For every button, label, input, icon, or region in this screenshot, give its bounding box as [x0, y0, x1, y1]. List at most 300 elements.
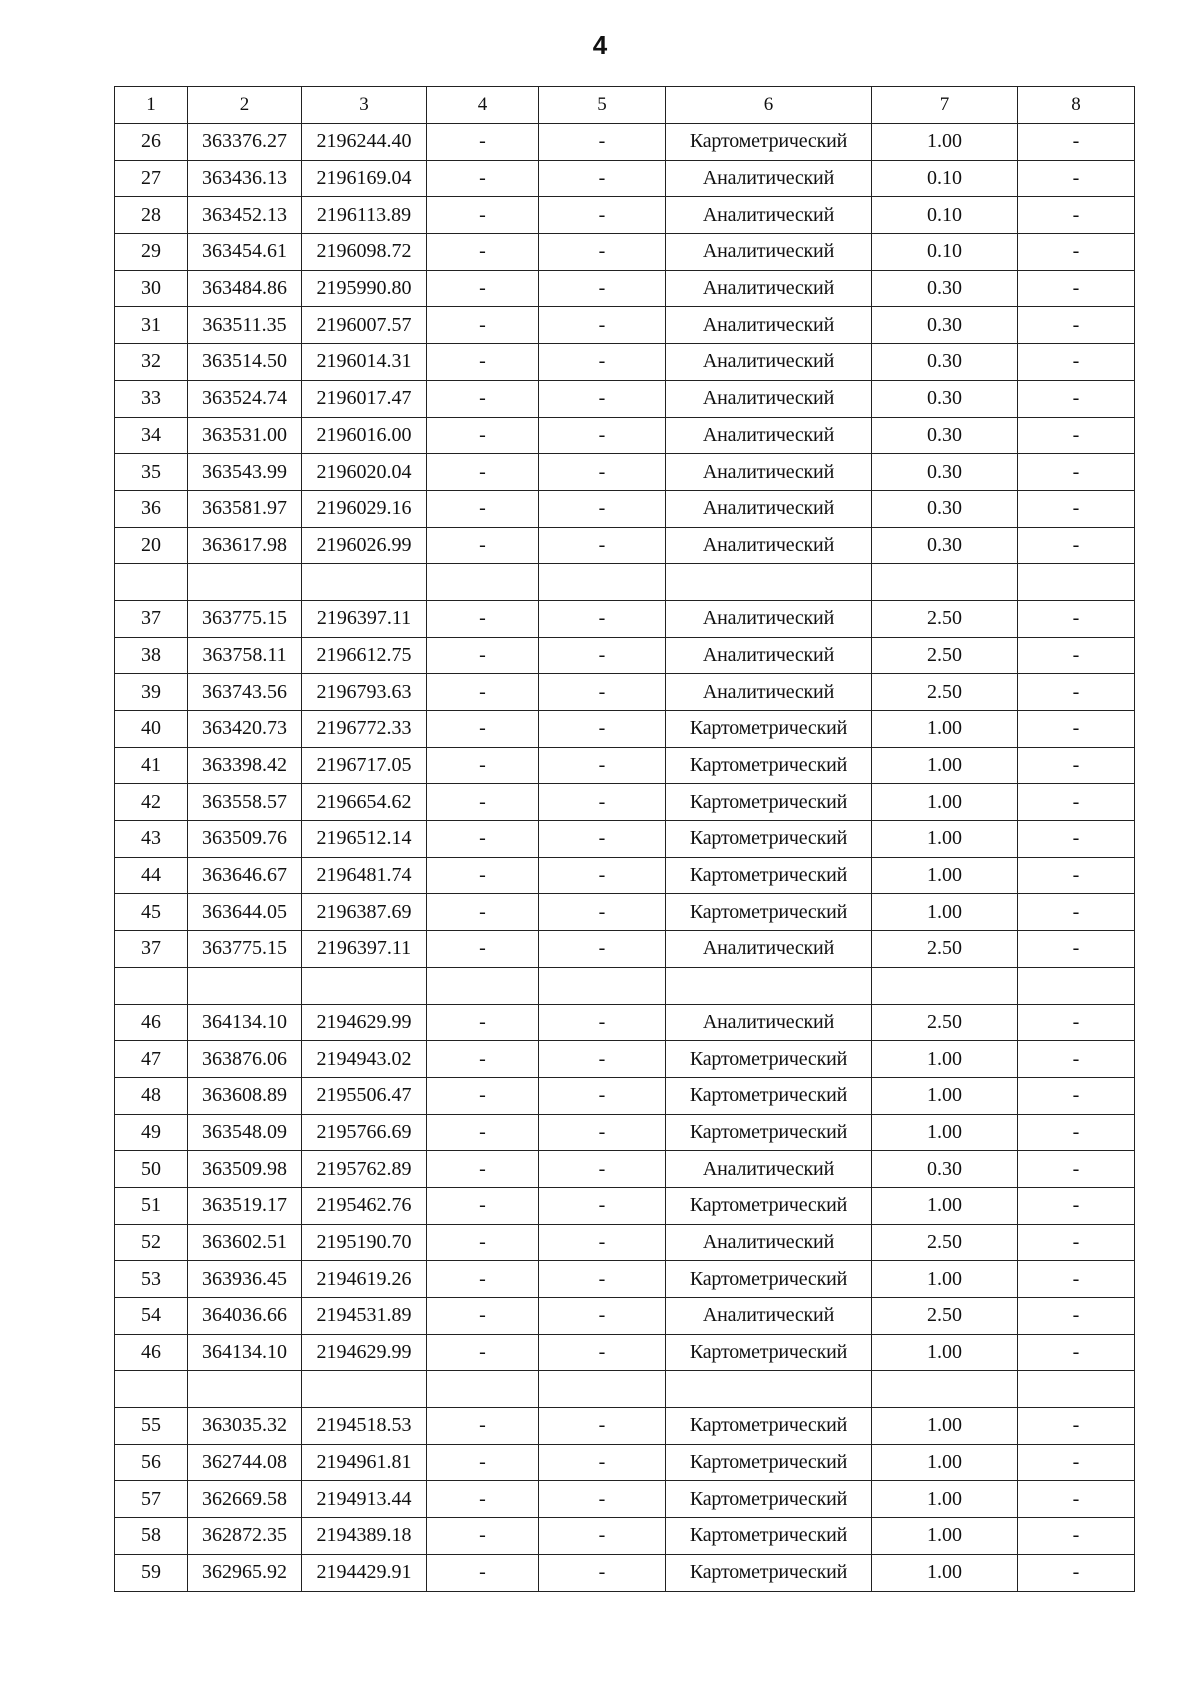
table-cell-col-2: 363608.89 [188, 1077, 302, 1114]
table-cell-col-7: 1.00 [872, 747, 1018, 784]
table-cell-col-3: 2194389.18 [302, 1518, 427, 1555]
table-cell-col-1: 36 [115, 490, 188, 527]
coordinates-table [114, 86, 1135, 1592]
table-cell-col-6: Аналитический [666, 1224, 872, 1261]
table-cell-col-6: Картометрический [666, 1261, 872, 1298]
table-cell-col-6 [666, 1371, 872, 1408]
table-row [115, 380, 1135, 417]
table-cell-col-3 [302, 564, 427, 601]
table-cell-col-8: - [1018, 821, 1135, 858]
table-cell-col-5: - [539, 600, 666, 637]
table-cell-col-8: - [1018, 417, 1135, 454]
table-cell-col-3: 2196397.11 [302, 931, 427, 968]
table-row [115, 270, 1135, 307]
table-row [115, 784, 1135, 821]
table-cell-col-1: 58 [115, 1518, 188, 1555]
table-cell-col-1: 48 [115, 1077, 188, 1114]
table-cell-col-7: 0.30 [872, 417, 1018, 454]
table-cell-col-6: Картометрический [666, 1408, 872, 1445]
table-cell-col-5: - [539, 674, 666, 711]
table-cell-col-8: - [1018, 1004, 1135, 1041]
table-cell-col-7: 0.30 [872, 1151, 1018, 1188]
table-cell-col-1: 47 [115, 1041, 188, 1078]
table-cell-col-2: 363509.98 [188, 1151, 302, 1188]
table-row [115, 711, 1135, 748]
table-row [115, 490, 1135, 527]
table-cell-col-7: 1.00 [872, 1554, 1018, 1591]
table-cell-col-1: 46 [115, 1004, 188, 1041]
table-cell-col-7: 0.30 [872, 270, 1018, 307]
table-cell-col-7: 1.00 [872, 1041, 1018, 1078]
table-cell-col-3: 2194629.99 [302, 1334, 427, 1371]
table-cell-col-8: - [1018, 931, 1135, 968]
table-cell-col-3 [302, 967, 427, 1004]
table-cell-col-2: 363775.15 [188, 600, 302, 637]
column-header-6: 6 [666, 87, 872, 124]
table-cell-col-2: 363514.50 [188, 344, 302, 381]
table-cell-col-3: 2196016.00 [302, 417, 427, 454]
table-cell-col-4: - [427, 1444, 539, 1481]
table-cell-col-7: 1.00 [872, 1187, 1018, 1224]
table-row [115, 124, 1135, 161]
table-cell-col-6: Аналитический [666, 380, 872, 417]
table-cell-col-3: 2194531.89 [302, 1298, 427, 1335]
table-cell-col-8: - [1018, 380, 1135, 417]
table-cell-col-5: - [539, 1481, 666, 1518]
table-cell-col-7: 1.00 [872, 1481, 1018, 1518]
table-cell-col-5: - [539, 1151, 666, 1188]
table-cell-col-6: Картометрический [666, 821, 872, 858]
table-cell-col-4: - [427, 674, 539, 711]
table-cell-col-7: 1.00 [872, 711, 1018, 748]
table-cell-col-2: 363398.42 [188, 747, 302, 784]
table-cell-col-7: 1.00 [872, 1114, 1018, 1151]
table-cell-col-3: 2195462.76 [302, 1187, 427, 1224]
table-cell-col-1: 55 [115, 1408, 188, 1445]
table-cell-col-6 [666, 967, 872, 1004]
table-cell-col-5: - [539, 1408, 666, 1445]
table-cell-col-5: - [539, 124, 666, 161]
table-cell-col-7: 1.00 [872, 821, 1018, 858]
table-cell-col-1: 50 [115, 1151, 188, 1188]
table-cell-col-5: - [539, 821, 666, 858]
table-cell-col-7: 0.10 [872, 197, 1018, 234]
table-cell-col-4: - [427, 931, 539, 968]
table-cell-col-8: - [1018, 1518, 1135, 1555]
table-cell-col-6 [666, 564, 872, 601]
table-cell-col-4: - [427, 821, 539, 858]
table-cell-col-1: 46 [115, 1334, 188, 1371]
table-cell-col-4: - [427, 1114, 539, 1151]
table-cell-col-2: 363644.05 [188, 894, 302, 931]
table-row [115, 931, 1135, 968]
table-cell-col-7: 1.00 [872, 1261, 1018, 1298]
table-row [115, 894, 1135, 931]
table-cell-col-8: - [1018, 270, 1135, 307]
table-cell-col-6: Аналитический [666, 307, 872, 344]
table-cell-col-4: - [427, 380, 539, 417]
table-cell-col-1: 42 [115, 784, 188, 821]
table-cell-col-8: - [1018, 197, 1135, 234]
table-cell-col-5 [539, 564, 666, 601]
table-cell-col-2: 363509.76 [188, 821, 302, 858]
table-cell-col-5: - [539, 931, 666, 968]
table-cell-col-3: 2196397.11 [302, 600, 427, 637]
table-cell-col-2: 363758.11 [188, 637, 302, 674]
table-cell-col-8: - [1018, 1114, 1135, 1151]
table-cell-col-1: 39 [115, 674, 188, 711]
table-cell-col-1 [115, 967, 188, 1004]
table-cell-col-7 [872, 967, 1018, 1004]
table-cell-col-6: Аналитический [666, 417, 872, 454]
table-cell-col-8: - [1018, 894, 1135, 931]
table-cell-col-8 [1018, 967, 1135, 1004]
table-cell-col-1: 31 [115, 307, 188, 344]
table-cell-col-6: Аналитический [666, 1151, 872, 1188]
table-cell-col-4: - [427, 1151, 539, 1188]
table-cell-col-5: - [539, 1518, 666, 1555]
table-cell-col-4: - [427, 527, 539, 564]
table-cell-col-5: - [539, 711, 666, 748]
table-cell-col-6: Аналитический [666, 1004, 872, 1041]
table-cell-col-2: 363420.73 [188, 711, 302, 748]
table-cell-col-3: 2196026.99 [302, 527, 427, 564]
table-row [115, 600, 1135, 637]
table-cell-col-3: 2196717.05 [302, 747, 427, 784]
table-row [115, 1077, 1135, 1114]
table-cell-col-7: 1.00 [872, 894, 1018, 931]
table-cell-col-2: 363775.15 [188, 931, 302, 968]
table-cell-col-7: 2.50 [872, 931, 1018, 968]
column-header-7: 7 [872, 87, 1018, 124]
table-cell-col-7: 1.00 [872, 1444, 1018, 1481]
table-cell-col-3: 2196020.04 [302, 454, 427, 491]
table-cell-col-1 [115, 1371, 188, 1408]
table-cell-col-1: 37 [115, 600, 188, 637]
table-cell-col-6: Картометрический [666, 124, 872, 161]
table-cell-col-8: - [1018, 1151, 1135, 1188]
table-cell-col-1: 52 [115, 1224, 188, 1261]
table-cell-col-4: - [427, 637, 539, 674]
table-cell-col-5 [539, 967, 666, 1004]
table-cell-col-3: 2194619.26 [302, 1261, 427, 1298]
table-cell-col-4: - [427, 1298, 539, 1335]
table-cell-col-3: 2196654.62 [302, 784, 427, 821]
table-cell-col-8: - [1018, 1481, 1135, 1518]
table-cell-col-6: Аналитический [666, 490, 872, 527]
table-cell-col-7: 0.30 [872, 454, 1018, 491]
table-cell-col-1: 34 [115, 417, 188, 454]
table-row [115, 1444, 1135, 1481]
table-cell-col-5: - [539, 1298, 666, 1335]
table-cell-col-1: 45 [115, 894, 188, 931]
table-row [115, 344, 1135, 381]
table-cell-col-2: 363558.57 [188, 784, 302, 821]
table-cell-col-4: - [427, 1041, 539, 1078]
table-cell-col-8: - [1018, 674, 1135, 711]
table-cell-col-1: 53 [115, 1261, 188, 1298]
table-cell-col-7: 1.00 [872, 1334, 1018, 1371]
column-header-8: 8 [1018, 87, 1135, 124]
table-cell-col-4: - [427, 711, 539, 748]
table-cell-col-6: Аналитический [666, 931, 872, 968]
table-cell-col-4: - [427, 270, 539, 307]
table-cell-col-8: - [1018, 160, 1135, 197]
table-cell-col-3: 2195762.89 [302, 1151, 427, 1188]
table-cell-col-1: 38 [115, 637, 188, 674]
table-cell-col-4: - [427, 234, 539, 271]
table-cell-col-6: Картометрический [666, 1077, 872, 1114]
table-cell-col-1: 57 [115, 1481, 188, 1518]
table-cell-col-3: 2195990.80 [302, 270, 427, 307]
table-cell-col-8: - [1018, 344, 1135, 381]
table-cell-col-8: - [1018, 1187, 1135, 1224]
table-row [115, 454, 1135, 491]
table-cell-col-4: - [427, 1187, 539, 1224]
table-cell-col-8 [1018, 564, 1135, 601]
table-cell-col-2: 363035.32 [188, 1408, 302, 1445]
table-cell-col-1: 20 [115, 527, 188, 564]
table-cell-col-4: - [427, 124, 539, 161]
table-cell-col-4: - [427, 1261, 539, 1298]
table-cell-col-5: - [539, 894, 666, 931]
table-cell-col-5: - [539, 1554, 666, 1591]
table-cell-col-5: - [539, 1114, 666, 1151]
table-cell-col-4: - [427, 1408, 539, 1445]
table-cell-col-5: - [539, 1004, 666, 1041]
table-cell-col-3: 2196481.74 [302, 857, 427, 894]
table-cell-col-6: Аналитический [666, 600, 872, 637]
table-cell-col-1 [115, 564, 188, 601]
table-cell-col-7: 1.00 [872, 857, 1018, 894]
table-row [115, 637, 1135, 674]
table-cell-col-2: 363484.86 [188, 270, 302, 307]
table-cell-col-7: 1.00 [872, 784, 1018, 821]
table-cell-col-6: Картометрический [666, 1041, 872, 1078]
table-cell-col-5: - [539, 270, 666, 307]
table-row [115, 1114, 1135, 1151]
table-cell-col-3: 2196014.31 [302, 344, 427, 381]
table-cell-col-3: 2194518.53 [302, 1408, 427, 1445]
table-cell-col-7 [872, 564, 1018, 601]
table-cell-col-7: 0.10 [872, 234, 1018, 271]
table-cell-col-3: 2194943.02 [302, 1041, 427, 1078]
table-cell-col-3: 2194429.91 [302, 1554, 427, 1591]
table-cell-col-1: 30 [115, 270, 188, 307]
table-cell-col-5: - [539, 197, 666, 234]
table-cell-col-8: - [1018, 747, 1135, 784]
table-cell-col-4: - [427, 490, 539, 527]
table-cell-col-6: Картометрический [666, 1554, 872, 1591]
table-cell-col-1: 35 [115, 454, 188, 491]
table-cell-col-4: - [427, 1518, 539, 1555]
table-cell-col-3: 2196007.57 [302, 307, 427, 344]
table-cell-col-8 [1018, 1371, 1135, 1408]
table-cell-col-3: 2195190.70 [302, 1224, 427, 1261]
table-cell-col-5: - [539, 1077, 666, 1114]
table-row [115, 1334, 1135, 1371]
table-cell-col-5: - [539, 380, 666, 417]
table-cell-col-7: 1.00 [872, 1408, 1018, 1445]
table-cell-col-8: - [1018, 234, 1135, 271]
table-cell-col-4: - [427, 1004, 539, 1041]
table-row [115, 160, 1135, 197]
table-cell-col-3: 2196029.16 [302, 490, 427, 527]
table-cell-col-2: 363436.13 [188, 160, 302, 197]
table-cell-col-2: 363524.74 [188, 380, 302, 417]
table-row [115, 1261, 1135, 1298]
table-cell-col-5: - [539, 1187, 666, 1224]
table-row-blank [115, 564, 1135, 601]
table-cell-col-4: - [427, 1334, 539, 1371]
table-cell-col-5: - [539, 527, 666, 564]
table-cell-col-4: - [427, 344, 539, 381]
table-cell-col-5: - [539, 784, 666, 821]
table-cell-col-8: - [1018, 1041, 1135, 1078]
table-cell-col-7: 1.00 [872, 1518, 1018, 1555]
table-cell-col-4: - [427, 307, 539, 344]
table-row-blank [115, 967, 1135, 1004]
table-row [115, 821, 1135, 858]
table-row [115, 857, 1135, 894]
table-cell-col-8: - [1018, 600, 1135, 637]
table-row [115, 1554, 1135, 1591]
table-cell-col-4: - [427, 197, 539, 234]
table-cell-col-2: 363646.67 [188, 857, 302, 894]
table-cell-col-2 [188, 1371, 302, 1408]
table-cell-col-2 [188, 967, 302, 1004]
table-cell-col-6: Картометрический [666, 1444, 872, 1481]
table-cell-col-7: 2.50 [872, 1298, 1018, 1335]
table-cell-col-3: 2195506.47 [302, 1077, 427, 1114]
table-cell-col-4: - [427, 1224, 539, 1261]
table-cell-col-3: 2196772.33 [302, 711, 427, 748]
table-cell-col-1: 29 [115, 234, 188, 271]
table-cell-col-5: - [539, 1224, 666, 1261]
table-cell-col-1: 28 [115, 197, 188, 234]
table-cell-col-2 [188, 564, 302, 601]
table-cell-col-3: 2194961.81 [302, 1444, 427, 1481]
table-cell-col-6: Картометрический [666, 711, 872, 748]
table-cell-col-1: 26 [115, 124, 188, 161]
table-cell-col-3 [302, 1371, 427, 1408]
table-cell-col-6: Картометрический [666, 784, 872, 821]
table-cell-col-2: 363876.06 [188, 1041, 302, 1078]
table-cell-col-1: 44 [115, 857, 188, 894]
table-cell-col-7: 0.30 [872, 344, 1018, 381]
table-row [115, 1518, 1135, 1555]
table-cell-col-8: - [1018, 454, 1135, 491]
table-cell-col-4: - [427, 160, 539, 197]
table-row [115, 674, 1135, 711]
table-cell-col-5: - [539, 344, 666, 381]
table-cell-col-7: 1.00 [872, 124, 1018, 161]
table-cell-col-6: Аналитический [666, 344, 872, 381]
table-row [115, 197, 1135, 234]
table-cell-col-1: 33 [115, 380, 188, 417]
table-cell-col-2: 363581.97 [188, 490, 302, 527]
table-cell-col-2: 364036.66 [188, 1298, 302, 1335]
table-cell-col-5: - [539, 1041, 666, 1078]
table-cell-col-2: 363519.17 [188, 1187, 302, 1224]
table-cell-col-2: 363511.35 [188, 307, 302, 344]
table-cell-col-5: - [539, 1334, 666, 1371]
table-cell-col-2: 363936.45 [188, 1261, 302, 1298]
table-cell-col-8: - [1018, 307, 1135, 344]
table-cell-col-3: 2196612.75 [302, 637, 427, 674]
table-cell-col-3: 2196017.47 [302, 380, 427, 417]
table-cell-col-3: 2196113.89 [302, 197, 427, 234]
table-cell-col-7: 2.50 [872, 1004, 1018, 1041]
table-cell-col-7: 0.30 [872, 380, 1018, 417]
table-cell-col-4 [427, 967, 539, 1004]
table-cell-col-1: 54 [115, 1298, 188, 1335]
table-row [115, 1004, 1135, 1041]
table-row [115, 307, 1135, 344]
table-cell-col-4: - [427, 417, 539, 454]
table-cell-col-5: - [539, 1444, 666, 1481]
table-cell-col-8: - [1018, 1261, 1135, 1298]
table-cell-col-6: Картометрический [666, 1334, 872, 1371]
table-cell-col-2: 363454.61 [188, 234, 302, 271]
table-row [115, 747, 1135, 784]
table-body [115, 124, 1135, 1592]
table-cell-col-6: Аналитический [666, 454, 872, 491]
table-cell-col-6: Картометрический [666, 894, 872, 931]
table-header-row [115, 87, 1135, 124]
table-cell-col-5: - [539, 747, 666, 784]
table-cell-col-4: - [427, 600, 539, 637]
table-cell-col-2: 362744.08 [188, 1444, 302, 1481]
table-cell-col-1: 37 [115, 931, 188, 968]
table-cell-col-2: 364134.10 [188, 1334, 302, 1371]
table-cell-col-8: - [1018, 1224, 1135, 1261]
table-cell-col-2: 362965.92 [188, 1554, 302, 1591]
table-cell-col-8: - [1018, 857, 1135, 894]
table-cell-col-3: 2196098.72 [302, 234, 427, 271]
table-cell-col-8: - [1018, 124, 1135, 161]
column-header-5: 5 [539, 87, 666, 124]
table-cell-col-4: - [427, 784, 539, 821]
table-cell-col-7: 2.50 [872, 1224, 1018, 1261]
table-cell-col-3: 2196793.63 [302, 674, 427, 711]
table-row [115, 1041, 1135, 1078]
table-cell-col-8: - [1018, 527, 1135, 564]
table-cell-col-1: 51 [115, 1187, 188, 1224]
table-cell-col-8: - [1018, 1334, 1135, 1371]
table-cell-col-4: - [427, 1481, 539, 1518]
table-cell-col-6: Картометрический [666, 747, 872, 784]
table-row [115, 1151, 1135, 1188]
table-cell-col-6: Картометрический [666, 1481, 872, 1518]
table-cell-col-5: - [539, 637, 666, 674]
table-cell-col-6: Картометрический [666, 1518, 872, 1555]
table-row [115, 1298, 1135, 1335]
table-cell-col-7: 1.00 [872, 1077, 1018, 1114]
table-cell-col-8: - [1018, 784, 1135, 821]
table-cell-col-2: 362872.35 [188, 1518, 302, 1555]
table-cell-col-7: 2.50 [872, 600, 1018, 637]
table-cell-col-2: 363452.13 [188, 197, 302, 234]
table-cell-col-6: Аналитический [666, 674, 872, 711]
table-cell-col-5: - [539, 234, 666, 271]
table-row [115, 417, 1135, 454]
table-cell-col-1: 49 [115, 1114, 188, 1151]
table-cell-col-4: - [427, 747, 539, 784]
table-cell-col-6: Аналитический [666, 160, 872, 197]
table-cell-col-4 [427, 564, 539, 601]
table-cell-col-6: Аналитический [666, 197, 872, 234]
